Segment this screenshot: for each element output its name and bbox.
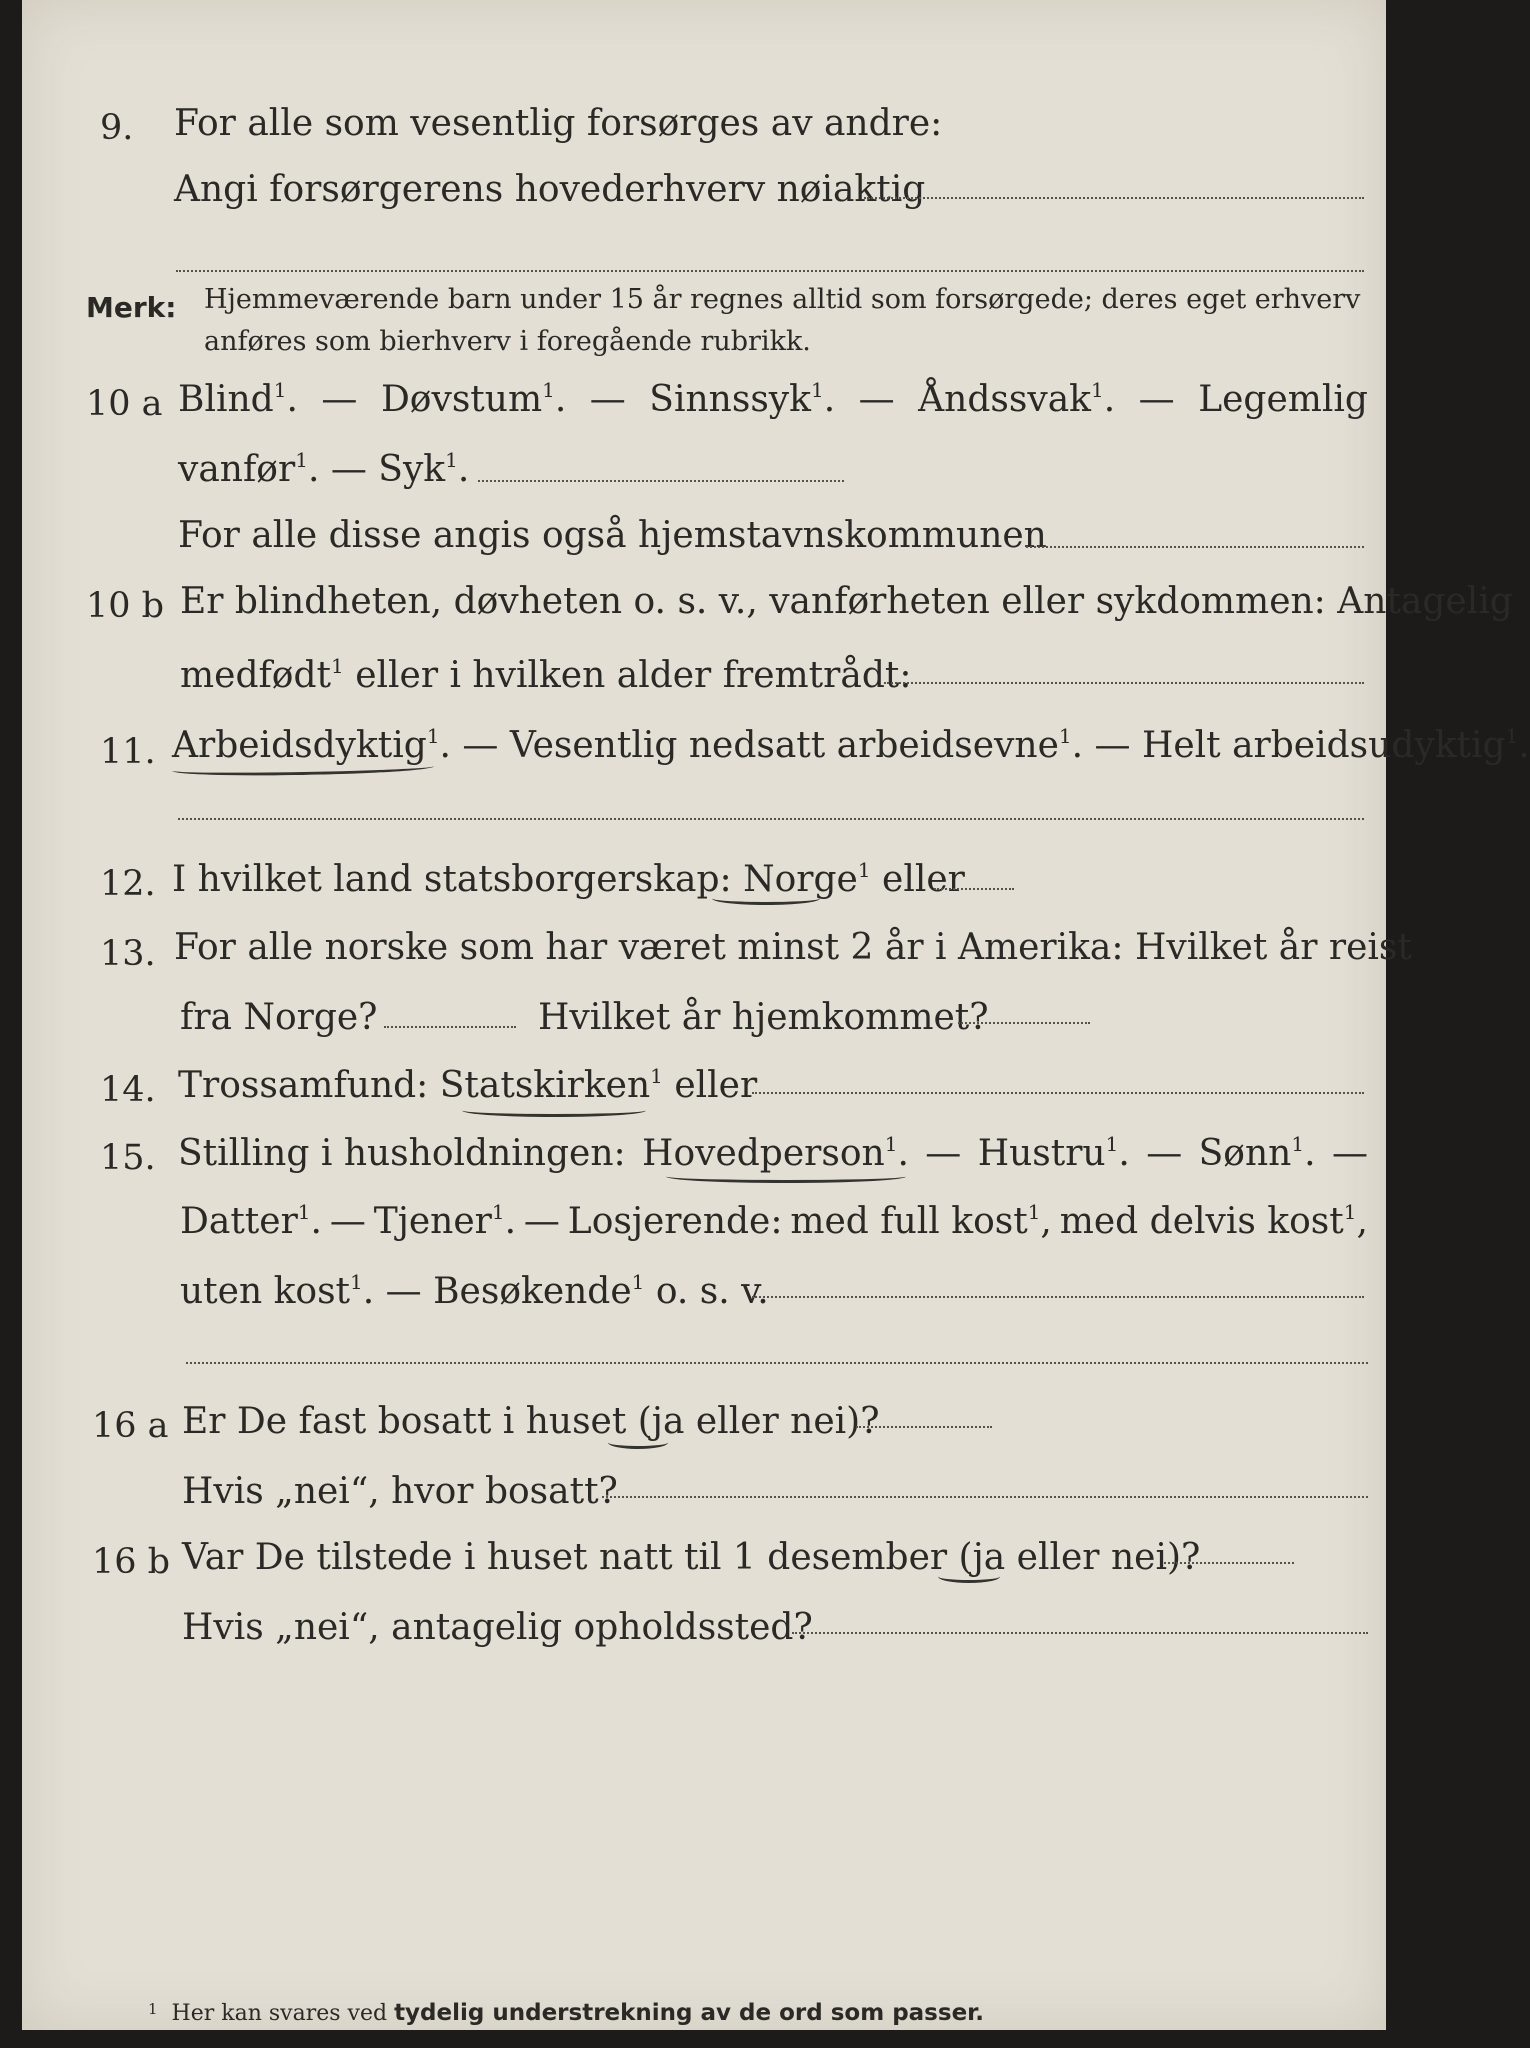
option-arbeidsdyktig[interactable]: Arbeidsdyktig	[172, 725, 427, 766]
underline-ja-16b	[938, 1570, 1000, 1583]
question-9-text: For alle som vesentlig forsørges av andre:	[174, 103, 943, 144]
question-10a-home-municipality: For alle disse angis også hjemstavnskommunen	[178, 515, 1047, 556]
question-16a-line-2: Hvis „nei“, hvor bosatt?	[182, 1471, 618, 1512]
question-9-number: 9.	[100, 108, 134, 148]
question-15-line-2: Datter$^1$. — Tjener$^1$. — Losjerende: med full kost$^1$, med delvis kost$^1$,	[180, 1200, 1368, 1242]
question-14-text: Trossamfund: Statskirken$^1$ eller	[178, 1064, 758, 1106]
question-15-line-1: Stilling i husholdningen: Hovedperson$^1$. — Hustru$^1$. — Sønn$^1$. —	[178, 1132, 1368, 1174]
question-9-answer-field-2[interactable]	[176, 270, 1364, 272]
question-11-answer-field[interactable]	[178, 818, 1364, 820]
census-form-page	[22, 0, 1530, 2030]
question-16a-answer-field[interactable]	[856, 1426, 992, 1428]
option-andssvak[interactable]: Åndssvak	[918, 379, 1091, 420]
option-nedsatt-arbeidsevne[interactable]: Vesentlig nedsatt arbeidsevne	[509, 725, 1059, 766]
option-tjener[interactable]: Tjener	[373, 1201, 492, 1242]
question-14-number: 14.	[100, 1070, 156, 1110]
underline-statskirken	[462, 1104, 646, 1117]
question-10b-number: 10 b	[86, 586, 165, 626]
question-9-answer-field[interactable]	[864, 197, 1364, 199]
option-datter[interactable]: Datter	[180, 1201, 298, 1242]
question-10a-answer-field[interactable]	[478, 480, 844, 482]
question-10b-answer-field[interactable]	[884, 682, 1364, 684]
note-line-1: Hjemmeværende barn under 15 år regnes alltid som forsørgede; deres eget erhverv	[204, 284, 1361, 315]
question-13-emigrated-label: fra Norge?	[180, 997, 378, 1038]
option-sonn[interactable]: Sønn	[1198, 1133, 1292, 1174]
question-13-line-1: For alle norske som har været minst 2 år i Amerika: Hvilket år reist	[174, 927, 1412, 968]
question-16b-location-field[interactable]	[792, 1632, 1368, 1634]
option-syk[interactable]: Syk	[378, 449, 446, 490]
note-label: Merk:	[86, 291, 177, 324]
option-legemlig[interactable]: Legemlig	[1198, 379, 1368, 420]
underline-ja-16a	[608, 1436, 668, 1449]
question-15-answer-field[interactable]	[752, 1296, 1364, 1298]
returned-year-field[interactable]	[958, 1022, 1090, 1024]
question-12-number: 12.	[100, 864, 156, 904]
option-medfodt[interactable]: medfødt	[180, 655, 331, 696]
option-vanfor[interactable]: vanfør	[178, 449, 296, 490]
option-blind[interactable]: Blind	[178, 379, 274, 420]
question-15-number: 15.	[100, 1138, 156, 1178]
question-9-subtext: Angi forsørgerens hovederhverv nøiaktig	[174, 169, 926, 210]
option-delvis-kost[interactable]: med delvis kost	[1059, 1201, 1344, 1242]
question-16a-residence-field[interactable]	[602, 1496, 1368, 1498]
question-16b-number: 16 b	[92, 1542, 171, 1582]
question-10b-line-2: medfødt$^1$ eller i hvilken alder fremtrådt:	[180, 654, 912, 696]
underline-hovedperson	[666, 1170, 906, 1183]
option-arbeidsudyktig[interactable]: Helt arbeidsudyktig	[1141, 725, 1506, 766]
option-uten-kost[interactable]: uten kost	[180, 1271, 351, 1312]
option-full-kost[interactable]: med full kost	[790, 1201, 1028, 1242]
question-10a-line-2: vanfør$^1$. — Syk$^1$.	[178, 448, 470, 490]
footnote: $^1$ Her kan svares ved tydelig understrekning av de ord som passer.	[148, 2000, 984, 2026]
emigrated-year-field[interactable]	[384, 1026, 516, 1028]
question-16a-number: 16 a	[92, 1406, 169, 1446]
option-statskirken[interactable]: Statskirken	[439, 1065, 651, 1106]
question-12-text: I hvilket land statsborgerskap: Norge$^1$ eller	[172, 858, 965, 900]
underline-norge	[712, 892, 820, 905]
question-12-answer-field[interactable]	[934, 888, 1014, 890]
option-hustru[interactable]: Hustru	[977, 1133, 1106, 1174]
question-13-number: 13.	[100, 934, 156, 974]
option-besokende[interactable]: Besøkende	[433, 1271, 632, 1312]
question-15-answer-field-2[interactable]	[186, 1362, 1368, 1364]
question-16b-line-2: Hvis „nei“, antagelig opholdssted?	[182, 1607, 813, 1648]
option-norge[interactable]: Norge	[743, 859, 858, 900]
question-11-options: Arbeidsdyktig$^1$. — Vesentlig nedsatt arbeidsevne$^1$. — Helt arbeidsudyktig$^1$.	[172, 724, 1530, 766]
question-16b-answer-field[interactable]	[1164, 1562, 1294, 1564]
question-14-answer-field[interactable]	[752, 1092, 1364, 1094]
question-15-line-3: uten kost$^1$. — Besøkende$^1$ o. s. v.	[180, 1270, 769, 1312]
question-10a-options: Blind$^1$. — Døvstum$^1$. — Sinnssyk$^1$. — Åndssvak$^1$. — Legemlig	[178, 378, 1368, 420]
question-10a-number: 10 a	[86, 384, 163, 424]
option-sinnssyk[interactable]: Sinnssyk	[649, 379, 811, 420]
question-16a-line-1: Er De fast bosatt i huset (ja eller nei)?	[182, 1401, 880, 1442]
question-10b-line-1: Er blindheten, døvheten o. s. v., vanførheten eller sykdommen: Antagelig	[180, 581, 1513, 622]
option-hovedperson[interactable]: Hovedperson	[642, 1133, 885, 1174]
question-13-returned-label: Hvilket år hjemkommet?	[538, 997, 989, 1038]
option-dovstum[interactable]: Døvstum	[380, 379, 543, 420]
question-11-number: 11.	[100, 732, 156, 772]
note-line-2: anføres som bierhverv i foregående rubrikk.	[204, 326, 811, 357]
home-municipality-field[interactable]	[1026, 546, 1364, 548]
question-16b-line-1: Var De tilstede i huset natt til 1 desember (ja eller nei)?	[182, 1537, 1201, 1578]
